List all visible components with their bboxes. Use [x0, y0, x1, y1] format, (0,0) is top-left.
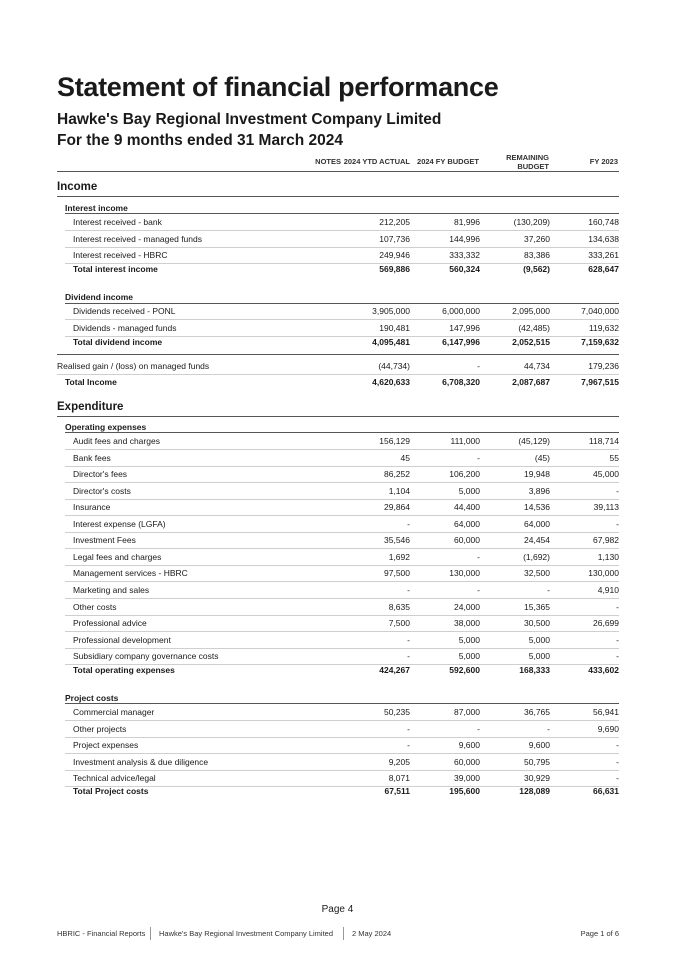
remaining-value: 37,260: [524, 234, 550, 244]
operating-expenses-heading: Operating expenses: [65, 422, 147, 432]
remaining-value: (45,129): [518, 436, 550, 446]
remaining-value: 30,500: [524, 618, 550, 629]
ytd-value: (44,734): [378, 361, 410, 371]
remaining-value: 83,386: [524, 250, 550, 260]
fy2023-value: 4,910: [597, 584, 619, 595]
row-label: Interest received - HBRC: [73, 250, 168, 260]
ytd-value: 50,235: [384, 707, 410, 717]
ytd-value: -: [407, 518, 410, 529]
footer-page: Page 1 of 6: [580, 929, 619, 938]
ytd-value: 8,071: [388, 773, 410, 784]
ytd-value: 1,692: [388, 551, 410, 562]
row-label: Investment analysis & due diligence: [73, 756, 209, 767]
budget-value: 5,000: [458, 651, 480, 662]
company-name: Hawke's Bay Regional Investment Company Limited: [57, 111, 442, 128]
row-label: Commercial manager: [73, 707, 155, 717]
remaining-value: 2,095,000: [512, 306, 550, 316]
budget-value: 81,996: [454, 217, 480, 227]
row-label: Technical advice/legal: [73, 773, 156, 784]
row-label: Management services - HBRC: [73, 568, 188, 579]
ytd-value: 249,946: [379, 250, 410, 260]
table-row: [65, 532, 619, 549]
budget-value: 5,000: [458, 634, 480, 645]
row-label: Total Income: [65, 377, 117, 387]
table-row: [65, 499, 619, 516]
dividend-income-heading: Dividend income: [65, 292, 134, 302]
column-header-notes: NOTES: [315, 157, 341, 166]
row-label: Professional advice: [73, 618, 147, 629]
row-label: Interest received - managed funds: [73, 234, 202, 244]
fy2023-value: 433,602: [588, 665, 619, 675]
ytd-value: 9,205: [388, 756, 410, 767]
fy2023-value: 179,236: [588, 361, 619, 371]
fy2023-value: 39,113: [593, 502, 619, 513]
row-label: Director's costs: [73, 485, 131, 496]
ytd-value: 67,511: [384, 786, 410, 796]
budget-value: 106,200: [449, 469, 480, 480]
fy2023-value: 9,690: [597, 723, 619, 734]
row-label: Dividends received - PONL: [73, 306, 176, 316]
budget-value: 60,000: [454, 535, 480, 546]
project-costs-heading: Project costs: [65, 693, 119, 703]
footer-separator: [150, 927, 151, 940]
row-label: Subsidiary company governance costs: [73, 651, 219, 662]
budget-value: 144,996: [449, 234, 480, 244]
row-label: Bank fees: [73, 452, 111, 463]
remaining-value: 14,536: [524, 502, 550, 513]
ytd-value: 97,500: [384, 568, 410, 579]
table-row: [65, 721, 619, 738]
expenditure-heading: Expenditure: [57, 401, 124, 413]
column-header-remaining: [506, 153, 549, 171]
table-row: [65, 754, 619, 771]
budget-value: 333,332: [449, 250, 480, 260]
budget-value: 60,000: [454, 756, 480, 767]
remaining-value: (1,692): [523, 551, 550, 562]
remaining-value: 32,500: [524, 568, 550, 579]
budget-value: 195,600: [449, 786, 480, 796]
remaining-value: -: [547, 723, 550, 734]
budget-value: 111,000: [450, 436, 480, 446]
fy2023-value: -: [616, 634, 619, 645]
remaining-value: (130,209): [513, 217, 550, 227]
remaining-value: 2,052,515: [512, 337, 550, 347]
table-row: [57, 358, 619, 375]
row-label: Insurance: [73, 502, 111, 513]
ytd-value: 156,129: [379, 436, 410, 446]
table-row: [65, 704, 619, 721]
remaining-value: 24,454: [524, 535, 550, 546]
row-label: Interest expense (LGFA): [73, 518, 166, 529]
row-label: Total dividend income: [73, 337, 163, 347]
fy2023-value: 333,261: [588, 250, 619, 260]
row-label: Director's fees: [73, 469, 128, 480]
fy2023-value: 7,040,000: [581, 306, 619, 316]
table-row: [65, 582, 619, 599]
row-label: Marketing and sales: [73, 584, 150, 595]
ytd-value: -: [407, 584, 410, 595]
budget-value: 9,600: [458, 740, 480, 751]
budget-value: 38,000: [454, 618, 480, 629]
table-row: [65, 466, 619, 483]
row-label: Dividends - managed funds: [73, 323, 177, 333]
expenditure-divider: [57, 416, 619, 417]
remaining-value: 128,089: [519, 786, 550, 796]
header-divider: [57, 171, 619, 172]
table-row: [65, 214, 619, 231]
page-title: Statement of financial performance: [57, 72, 499, 102]
remaining-value: 5,000: [528, 651, 550, 662]
income-heading: Income: [57, 181, 98, 193]
remaining-value: 64,000: [524, 518, 550, 529]
remaining-value: 3,896: [528, 485, 550, 496]
ytd-value: -: [407, 634, 410, 645]
fy2023-value: -: [616, 740, 619, 751]
ytd-value: 29,864: [384, 502, 410, 513]
fy2023-value: -: [616, 485, 619, 496]
column-header-remaining-line2: BUDGET: [517, 162, 549, 171]
ytd-value: 86,252: [384, 469, 410, 480]
row-label: Professional development: [73, 634, 171, 645]
fy2023-value: 26,699: [593, 618, 619, 629]
fy2023-value: 66,631: [593, 786, 619, 796]
realised-divider: [57, 354, 619, 355]
row-label: Legal fees and charges: [73, 551, 162, 562]
footer-date: 2 May 2024: [352, 929, 392, 938]
ytd-value: 190,481: [379, 323, 410, 333]
fy2023-value: 130,000: [588, 568, 619, 579]
row-label: Other projects: [73, 723, 127, 734]
table-row: [65, 549, 619, 566]
row-label: Other costs: [73, 601, 117, 612]
ytd-value: 8,635: [388, 601, 410, 612]
ytd-value: 212,205: [379, 217, 410, 227]
row-label: Total Project costs: [73, 786, 149, 796]
budget-value: 6,147,996: [442, 337, 480, 347]
interest-income-heading: Interest income: [65, 203, 128, 213]
fy2023-value: 628,647: [588, 264, 619, 274]
budget-value: 39,000: [454, 773, 480, 784]
ytd-value: -: [407, 723, 410, 734]
fy2023-value: 160,748: [588, 217, 619, 227]
table-row: [65, 516, 619, 533]
ytd-value: 424,267: [379, 665, 410, 675]
total-row: [65, 662, 619, 678]
column-header-remaining-line1: REMAINING: [506, 153, 549, 162]
row-label: Project expenses: [73, 740, 139, 751]
fy2023-value: 7,159,632: [581, 337, 619, 347]
row-label: Interest received - bank: [73, 217, 162, 227]
table-row: [65, 483, 619, 500]
budget-value: 130,000: [449, 568, 480, 579]
fy2023-value: -: [616, 651, 619, 662]
fy2023-value: 56,941: [593, 707, 619, 717]
page-number: Page 4: [321, 904, 354, 915]
remaining-value: (45): [534, 452, 550, 463]
table-row: [65, 303, 619, 320]
budget-value: -: [477, 452, 480, 463]
table-row: [65, 231, 619, 248]
remaining-value: 19,948: [524, 469, 550, 480]
budget-value: 87,000: [454, 707, 480, 717]
fy2023-value: 7,967,515: [581, 377, 619, 387]
total-row: [57, 374, 619, 390]
budget-value: 5,000: [458, 485, 480, 496]
row-label: Audit fees and charges: [73, 436, 160, 446]
remaining-value: 30,929: [524, 773, 550, 784]
table-row: [65, 433, 619, 450]
total-row: [65, 783, 619, 799]
column-header-fy2023: FY 2023: [589, 157, 618, 166]
fy2023-value: 119,632: [588, 323, 619, 333]
footer-separator: [343, 927, 344, 940]
total-row: [65, 334, 619, 350]
remaining-value: 50,795: [524, 756, 550, 767]
table-row: [65, 599, 619, 616]
row-label: Total operating expenses: [73, 665, 175, 675]
budget-value: -: [477, 584, 480, 595]
fy2023-value: 1,130: [597, 551, 619, 562]
budget-value: 6,708,320: [442, 377, 480, 387]
remaining-value: 44,734: [524, 361, 550, 371]
table-row: [65, 632, 619, 649]
fy2023-value: -: [616, 773, 619, 784]
fy2023-value: 55: [609, 452, 619, 463]
ytd-value: 107,736: [379, 234, 410, 244]
budget-value: 64,000: [454, 518, 480, 529]
budget-value: 24,000: [454, 601, 480, 612]
fy2023-value: 67,982: [593, 535, 619, 546]
ytd-value: 569,886: [379, 264, 410, 274]
budget-value: 147,996: [449, 323, 480, 333]
budget-value: -: [477, 723, 480, 734]
table-row: [65, 450, 619, 467]
ytd-value: 35,546: [384, 535, 410, 546]
row-label: Total interest income: [73, 264, 158, 274]
income-divider: [57, 196, 619, 197]
remaining-value: 2,087,687: [512, 377, 550, 387]
remaining-value: 36,765: [524, 707, 550, 717]
budget-value: 44,400: [454, 502, 480, 513]
budget-value: -: [477, 361, 480, 371]
budget-value: -: [477, 551, 480, 562]
budget-value: 6,000,000: [442, 306, 480, 316]
fy2023-value: -: [616, 601, 619, 612]
ytd-value: 3,905,000: [372, 306, 410, 316]
remaining-value: 168,333: [519, 665, 550, 675]
remaining-value: 15,365: [524, 601, 550, 612]
column-header-ytd: 2024 YTD ACTUAL: [343, 157, 410, 166]
ytd-value: 4,095,481: [372, 337, 410, 347]
row-label: Investment Fees: [73, 535, 136, 546]
fy2023-value: -: [616, 756, 619, 767]
budget-value: 560,324: [449, 264, 480, 274]
remaining-value: -: [547, 584, 550, 595]
footer-report-name: HBRIC - Financial Reports: [57, 929, 146, 938]
fy2023-value: -: [616, 518, 619, 529]
footer-company: Hawke's Bay Regional Investment Company Limited: [159, 929, 334, 938]
table-row: [65, 737, 619, 754]
fy2023-value: 45,000: [593, 469, 619, 480]
remaining-value: (9,562): [523, 264, 550, 274]
ytd-value: 4,620,633: [372, 377, 410, 387]
remaining-value: 5,000: [528, 634, 550, 645]
ytd-value: -: [407, 651, 410, 662]
fy2023-value: 118,714: [588, 436, 619, 446]
budget-value: 592,600: [449, 665, 480, 675]
fy2023-value: 134,638: [588, 234, 619, 244]
remaining-value: (42,485): [518, 323, 550, 333]
row-label: Realised gain / (loss) on managed funds: [57, 361, 210, 371]
ytd-value: -: [407, 740, 410, 751]
ytd-value: 7,500: [388, 618, 410, 629]
table-row: [65, 565, 619, 582]
remaining-value: 9,600: [528, 740, 550, 751]
period-subtitle: For the 9 months ended 31 March 2024: [57, 132, 343, 149]
total-row: [65, 261, 619, 277]
table-row: [65, 615, 619, 632]
ytd-value: 1,104: [388, 485, 410, 496]
column-header-budget: 2024 FY BUDGET: [417, 157, 479, 166]
ytd-value: 45: [400, 452, 410, 463]
